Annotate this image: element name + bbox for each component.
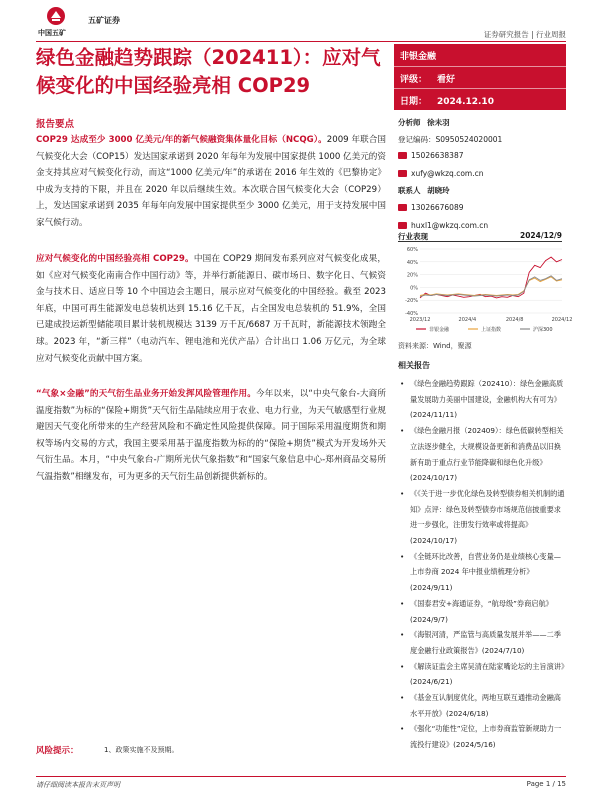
x-tick-label: 2023/12 (409, 317, 431, 323)
legend-label: 非银金融 (429, 327, 450, 333)
analyst-email[interactable]: xufy@wkzq.com.cn (411, 169, 484, 178)
legend-label: 上证指数 (481, 327, 502, 333)
key-point-lead: 应对气候变化的中国经验亮相 COP29。 (36, 254, 194, 264)
report-type: 证券研究报告 | 行业周报 (483, 30, 566, 39)
key-point-lead: COP29 达成至少 3000 亿美元/年的新气候融资集体量化目标（NCQG）。 (36, 135, 327, 145)
related-reports-heading: 相关报告 (398, 361, 430, 370)
page-number: Page 1 / 15 (526, 780, 566, 788)
chart-date: 2024/12/9 (519, 231, 562, 240)
key-point-body: 今年以来，以“中央气象台-大商所温度指数”为标的“保险+期货”天气衍生品陆续应用于农业、电力行业，为天气敏感型行业规避因天气变化所带来的生产经营风险和不确定性风险提供保障。同于国际采用温度期货和期权等场内交易的方式，我国主要采用基于温度指数为标的的“保险+期货”模式为开发场外天气衍生品。本月，“中央气象台-广期所光伏气象指数”和“国家气象信息中心-郑州商品交易所气温指数”相继发布，可为更多的天气衍生品创新提供新标的。 (36, 389, 387, 482)
related-report-item[interactable]: • 《强化“功能性”定位，上市券商监管新规助力一流投行建设》(2024/5/16) (398, 721, 568, 752)
risk-label: 风险提示： (36, 746, 79, 756)
phone-line (398, 151, 464, 160)
analyst-line (398, 117, 450, 128)
x-tick-label: 2024/12 (551, 317, 573, 323)
chart-plot (394, 243, 573, 335)
y-tick-label: 40% (406, 259, 418, 266)
date-label: 日期： (400, 97, 428, 107)
legend-label: 沪深300 (533, 327, 553, 333)
related-report-item[interactable]: • 《绿色金融趋势跟踪（202410）：绿色金融高质量发展助力美丽中国建设，金融机构大有可为》(2024/11/11) (398, 376, 568, 423)
key-point-2 (36, 251, 386, 367)
rating-box (394, 44, 566, 110)
series-line-3 (420, 276, 562, 297)
minmetals-logo-icon (46, 6, 66, 26)
chart-title: 行业表现 (398, 232, 428, 241)
cert-number: 登记编码：S0950524020001 (398, 135, 503, 144)
contact-role: 联系人 (398, 186, 421, 195)
analyst-name: 徐未羽 (427, 118, 450, 127)
box-divider (394, 66, 566, 67)
date-row (400, 94, 494, 107)
phone-icon (398, 152, 407, 159)
risk-text: 1、政策实施不及预期。 (104, 746, 179, 754)
chart-divider (398, 241, 562, 242)
key-point-1 (36, 132, 386, 232)
email-icon (398, 170, 407, 177)
related-report-item[interactable]: • 《海银河清，严监管与高质量发展并举——二季度金融行业政策报告》(2024/7/10) (398, 627, 568, 658)
report-title: 绿色金融趋势跟踪（202411）：应对气候变化的中国经验亮相 COP29 (36, 46, 381, 97)
footer-disclaimer: 请仔细阅读本报告末页声明 (36, 781, 120, 789)
header-divider (36, 41, 566, 42)
contact-phone: 13026676089 (411, 203, 464, 212)
y-tick-label: 20% (406, 272, 418, 279)
key-point-body: 2009 年联合国气候变化大会（COP15）发达国家承诺到 2020 年每年为发展中国家提供 1000 亿美元的资金支持其应对气候变化行动，而这“1000 亿美元/年”的承诺在 2016 年生效的《巴黎协定》中成为支持的下限，并且在 2020 年以后继续生效。本次联合国气候变化大会（COP29）上，发达国家承诺到 2035 年每年向发展中国家提供至少 3000 亿美元，用于支持发展中国家气候行动。 (36, 135, 386, 228)
rating-label: 评级： (400, 75, 428, 85)
date-value: 2024.12.10 (437, 97, 494, 107)
x-tick-label: 2024/4 (458, 317, 477, 323)
contact-email[interactable]: huxl1@wkzq.com.cn (411, 221, 489, 230)
phone-line (398, 203, 464, 212)
related-report-item[interactable]: • 《解读证监会主席吴清在陆家嘴论坛的主旨演讲》(2024/6/21) (398, 659, 568, 690)
key-point-body: 中国在 COP29 期间发布系列应对气候变化成果，如《应对气候变化南南合作中国行动》等，并举行新能源日、碳市场日、数字化日、气候资金与技术日、适应日等 10 个中国边会主题日，展示应对气候变化的中国经验。截至 2023 年底，中国可再生能源发电总装机达到 15.16 亿千瓦，占全国发电总装机的 51.9%，全国已建成投运新型储能项目累计装机规模达 3139 万千瓦/6687 万千瓦时，新能源技术领跑全球。2023 年，“新三样”（电动汽车、锂电池和光伏产品）合计出口 1.06 万亿元，为全球应对气候变化贡献中国方案。 (36, 254, 386, 364)
rating-row (400, 72, 455, 85)
footer-divider (36, 776, 566, 777)
analyst-phone: 15026638387 (411, 151, 464, 160)
key-point-3 (36, 386, 386, 486)
logo-text: 中国五矿 (38, 29, 66, 37)
box-divider (394, 88, 566, 89)
industry-performance-chart (394, 226, 573, 336)
chart-source: 资料来源：Wind，聚源 (398, 342, 472, 350)
contact-name: 胡晓玲 (427, 186, 450, 195)
related-report-item[interactable]: • 《基金互认制度优化，两地互联互通推动金融高水平开放》(2024/6/18) (398, 690, 568, 721)
y-tick-label: 0% (410, 285, 418, 292)
series-line-1 (420, 257, 562, 298)
brand-name: 五矿证券 (88, 16, 120, 25)
analyst-role: 分析师 (398, 118, 421, 127)
series-line-2 (420, 277, 562, 296)
y-tick-label: -20% (405, 298, 418, 305)
company-logo (38, 6, 148, 37)
phone-icon (398, 204, 407, 211)
related-reports-list (398, 376, 568, 753)
key-point-lead: “气象×金融”的天气衍生品业务开始发挥风险管理作用。 (36, 389, 256, 399)
y-tick-label: -40% (405, 311, 418, 317)
section-heading: 报告要点 (36, 119, 75, 130)
y-tick-label: 60% (406, 247, 418, 253)
related-report-item[interactable]: • 《《关于进一步优化绿色及转型债券相关机制的通知》点评：绿色及转型债券市场规范信披重要求进一步强化，注册发行效率或将提高》(2024/10/17) (398, 486, 568, 549)
industry-category: 非银金融 (400, 52, 437, 62)
related-report-item[interactable]: • 《绿色金融月报（202409）：绿色低碳转型相关立法逐步健全，大规模设备更新和消费品以旧换新有助于重点行业节能降碳和绿色化升级》(2024/10/17) (398, 423, 568, 486)
email-line (398, 169, 483, 178)
related-report-item[interactable]: • 《国泰君安+海通证券，“航母级”券商启航》(2024/9/7) (398, 596, 568, 627)
rating-value: 看好 (437, 75, 456, 85)
related-report-item[interactable]: • 《全链环比改善，自营业务仍是业绩核心变量—上市券商 2024 年中报业绩梳理分析》(2024/9/11) (398, 549, 568, 596)
x-tick-label: 2024/8 (505, 317, 524, 323)
contact-line (398, 185, 450, 196)
